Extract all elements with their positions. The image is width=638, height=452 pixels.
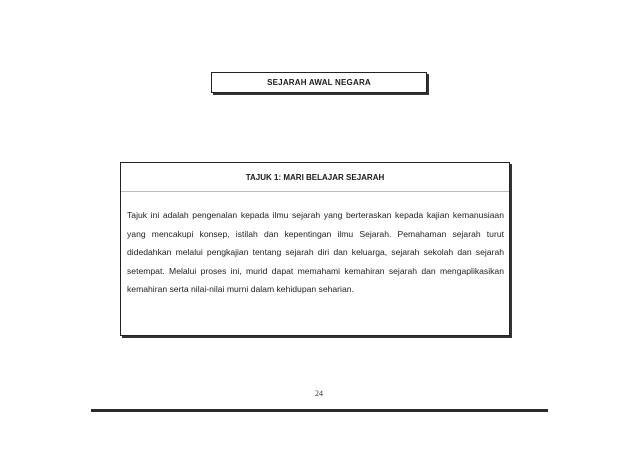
- topic-box: [120, 162, 510, 336]
- topic-body-text: Tajuk ini adalah pengenalan kepada ilmu sejarah yang berteraskan kepada kajian kemanusiaan yang mencakupi konsep, istilah dan kepentingan ilmu Sejarah. Pemahaman sejarah turut didedahkan melalui pengkajian tentang sejarah diri dan keluarga, sejarah sekolah dan sejarah setempat. Melalui proses ini, murid dapat memahami kemahiran sejarah dan mengaplikasikan kemahiran serta nilai-nilai murni dalam kehidupan seharian.: [127, 210, 504, 294]
- footer-divider: [91, 409, 548, 412]
- document-header-title: SEJARAH AWAL NEGARA: [267, 78, 371, 87]
- page-number: 24: [315, 389, 323, 398]
- document-header-box: [211, 72, 427, 93]
- topic-title: TAJUK 1: MARI BELAJAR SEJARAH: [121, 163, 509, 192]
